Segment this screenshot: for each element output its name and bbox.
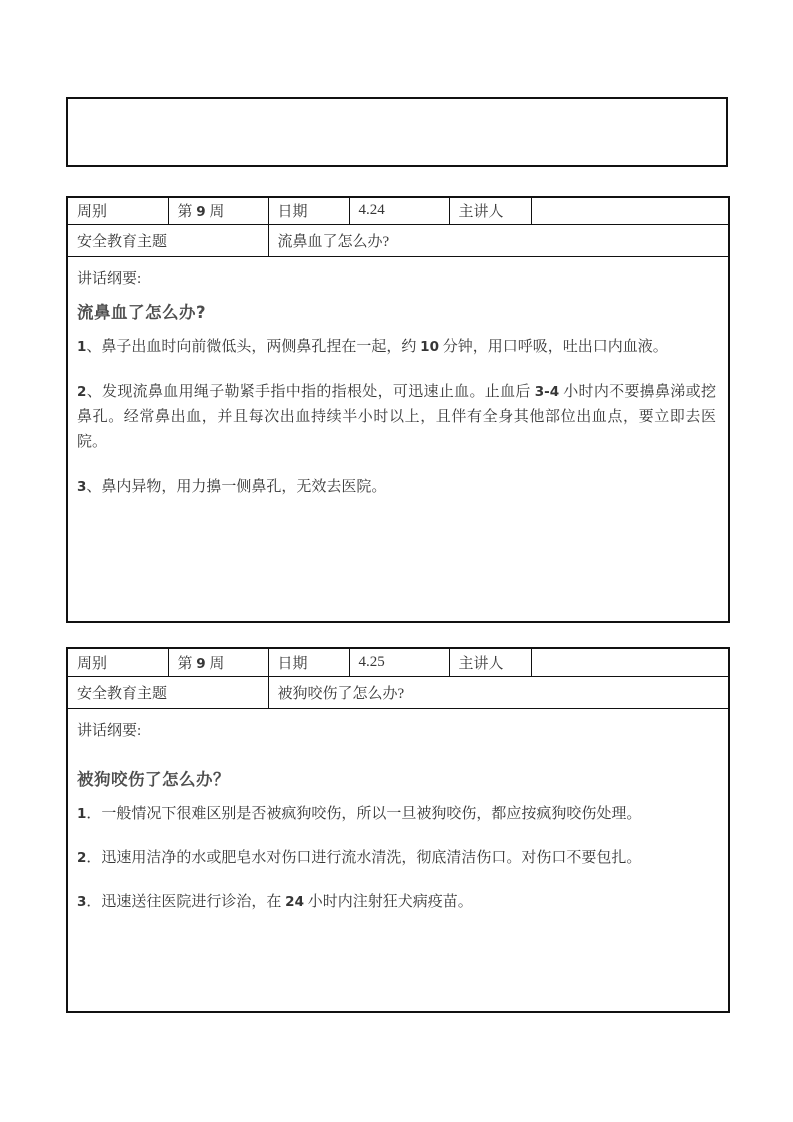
table2-topic-label: 安全教育主题: [67, 676, 268, 708]
table2-item-3: 3．迅速送往医院进行诊治，在 24 小时内注射狂犬病疫苗。: [77, 893, 473, 910]
table2-content-heading: 被狗咬伤了怎么办？: [77, 769, 230, 789]
table2-date-value: 4.25: [349, 648, 449, 676]
table1-topic-row: [67, 224, 729, 256]
table1-topic-value: 流鼻血了怎么办?: [268, 224, 729, 256]
table2-content-cell: [67, 708, 729, 1012]
table2-speaker-label: 主讲人: [449, 648, 531, 676]
table1-content-row: [67, 256, 729, 622]
table1-item-3: 3、鼻内异物，用力擤一侧鼻孔，无效去医院。: [77, 478, 387, 495]
table1-topic-label: 安全教育主题: [67, 224, 268, 256]
table2-item-1: 1．一般情况下很难区别是否被疯狗咬伤，所以一旦被狗咬伤，都应按疯狗咬伤处理。: [77, 805, 642, 822]
table2-speaker-value: [531, 648, 729, 676]
safety-table-1: [66, 196, 730, 623]
table1-speaker-label: 主讲人: [449, 197, 531, 224]
table1-speaker-value: [531, 197, 729, 224]
table2-topic-row: [67, 676, 729, 708]
safety-table-2: [66, 647, 730, 1013]
table2-topic-value: 被狗咬伤了怎么办?: [268, 676, 729, 708]
table1-date-label: 日期: [268, 197, 349, 224]
table1-content-cell: [67, 256, 729, 622]
table2-date-label: 日期: [268, 648, 349, 676]
table2-item-2: 2．迅速用洁净的水或肥皂水对伤口进行流水清洗，彻底清洁伤口。对伤口不要包扎。: [77, 849, 642, 866]
table1-meta-row: [67, 197, 729, 224]
table1-item-2: 2、发现流鼻血用绳子勒紧手指中指的指根处，可迅速止血。止血后 3-4 小时内不要擤鼻涕或挖鼻孔。经常鼻出血，并且每次出血持续半小时以上，且伴有全身其他部位出血点，要立即去医院。: [77, 383, 716, 450]
table2-week-value: 第 9 周: [168, 648, 268, 676]
table2-outline-label: 讲话纲要:: [77, 722, 142, 739]
table1-week-value: 第 9 周: [168, 197, 268, 224]
table1-outline-label: 讲话纲要:: [77, 270, 142, 287]
empty-header-box: [66, 97, 728, 167]
table1-week-label: 周别: [67, 197, 168, 224]
table1-date-value: 4.24: [349, 197, 449, 224]
table1-content-heading: 流鼻血了怎么办?: [77, 302, 207, 322]
table2-meta-row: [67, 648, 729, 676]
table2-content-row: [67, 708, 729, 1012]
table1-item-1: 1、鼻子出血时向前微低头，两侧鼻孔捏在一起，约 10 分钟，用口呼吸，吐出口内血液。: [77, 338, 668, 355]
table2-week-label: 周别: [67, 648, 168, 676]
